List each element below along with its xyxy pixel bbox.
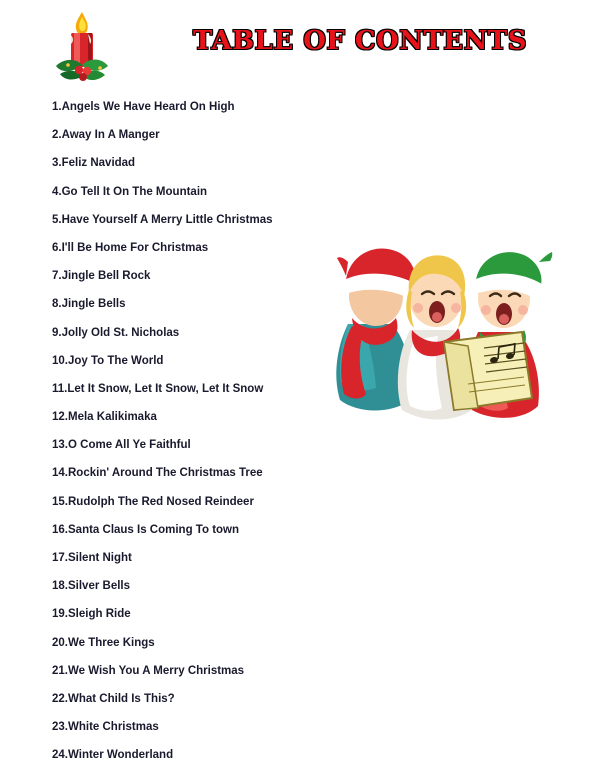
list-item — [52, 382, 352, 396]
list-item-number: 6. — [52, 241, 62, 254]
list-item-number: 24. — [52, 749, 68, 762]
list-item — [52, 297, 352, 311]
list-item-title: Away In A Manger — [61, 129, 160, 142]
list-item — [52, 523, 352, 537]
list-item-title: Joy To The World — [68, 354, 164, 367]
list-item — [52, 607, 352, 621]
list-item-number: 2. — [52, 129, 62, 142]
list-item-title: Angels We Have Heard On High — [61, 101, 235, 113]
list-item-number: 9. — [52, 326, 62, 339]
christmas-candle-holly-icon — [38, 8, 124, 86]
list-item — [52, 551, 352, 565]
list-item-number: 18. — [52, 580, 68, 593]
list-item-title: O Come All Ye Faithful — [68, 439, 191, 452]
list-item-number: 10. — [52, 354, 68, 367]
list-item-number: 4. — [52, 185, 62, 198]
list-item — [52, 410, 352, 424]
list-item-title: Feliz Navidad — [61, 157, 136, 170]
list-item-number: 13. — [52, 439, 68, 452]
list-item — [52, 495, 352, 509]
list-item — [52, 720, 352, 734]
list-item — [52, 185, 352, 199]
list-item-title: Silver Bells — [68, 580, 131, 593]
list-item-number: 19. — [52, 608, 68, 621]
list-item-title: Go Tell It On The Mountain — [61, 185, 208, 198]
list-item — [52, 692, 352, 706]
page-title: TABLE OF CONTENTS — [192, 26, 528, 56]
list-item-title: Jolly Old St. Nicholas — [61, 326, 180, 339]
list-item-number: 12. — [52, 411, 68, 424]
list-item-title: Silent Night — [68, 552, 132, 564]
list-item-number: 1. — [52, 101, 62, 113]
list-item-number: 7. — [52, 270, 62, 283]
list-item-number: 3. — [52, 157, 62, 170]
list-item-title: Winter Wonderland — [68, 749, 174, 762]
list-item — [52, 241, 352, 255]
list-item-number: 22. — [52, 692, 68, 705]
list-item-title: What Child Is This? — [68, 692, 175, 705]
list-item-title: Santa Claus Is Coming To town — [68, 523, 240, 536]
list-item — [52, 438, 352, 452]
list-item — [52, 100, 352, 114]
list-item-number: 14. — [52, 467, 68, 480]
list-item-number: 16. — [52, 523, 68, 536]
list-item-title: Have Yourself A Merry Little Christmas — [61, 213, 273, 226]
list-item-title: Let It Snow, Let It Snow, Let It Snow — [67, 382, 264, 395]
document-header — [0, 0, 600, 92]
list-item-title: Rockin' Around The Christmas Tree — [68, 467, 263, 480]
list-item-title: White Christmas — [68, 721, 159, 734]
list-item — [52, 156, 352, 170]
list-item — [52, 213, 352, 227]
list-item-title: We Wish You A Merry Christmas — [68, 664, 245, 677]
list-item-number: 11. — [52, 382, 68, 395]
list-item-number: 5. — [52, 213, 62, 226]
list-item-title: Rudolph The Red Nosed Reindeer — [68, 495, 254, 508]
table-of-contents-list — [52, 100, 352, 777]
list-item-number: 15. — [52, 495, 68, 508]
list-item — [52, 269, 352, 283]
list-item — [52, 636, 352, 650]
list-item-title: I'll Be Home For Christmas — [61, 241, 209, 254]
list-item-title: Sleigh Ride — [68, 608, 131, 621]
list-item-number: 23. — [52, 721, 68, 734]
list-item — [52, 354, 352, 368]
list-item — [52, 748, 352, 762]
list-item — [52, 128, 352, 142]
list-item — [52, 326, 352, 340]
list-item — [52, 664, 352, 678]
list-item — [52, 579, 352, 593]
list-item-title: We Three Kings — [68, 636, 155, 649]
list-item-number: 21. — [52, 664, 68, 677]
list-item-title: Jingle Bell Rock — [61, 270, 151, 283]
list-item-number: 20. — [52, 636, 68, 649]
list-item-number: 17. — [52, 552, 68, 564]
list-item-number: 8. — [52, 298, 62, 311]
christmas-carolers-icon — [318, 214, 566, 442]
list-item-title: Jingle Bells — [61, 298, 126, 311]
list-item-title: Mela Kalikimaka — [68, 411, 157, 424]
list-item — [52, 466, 352, 480]
